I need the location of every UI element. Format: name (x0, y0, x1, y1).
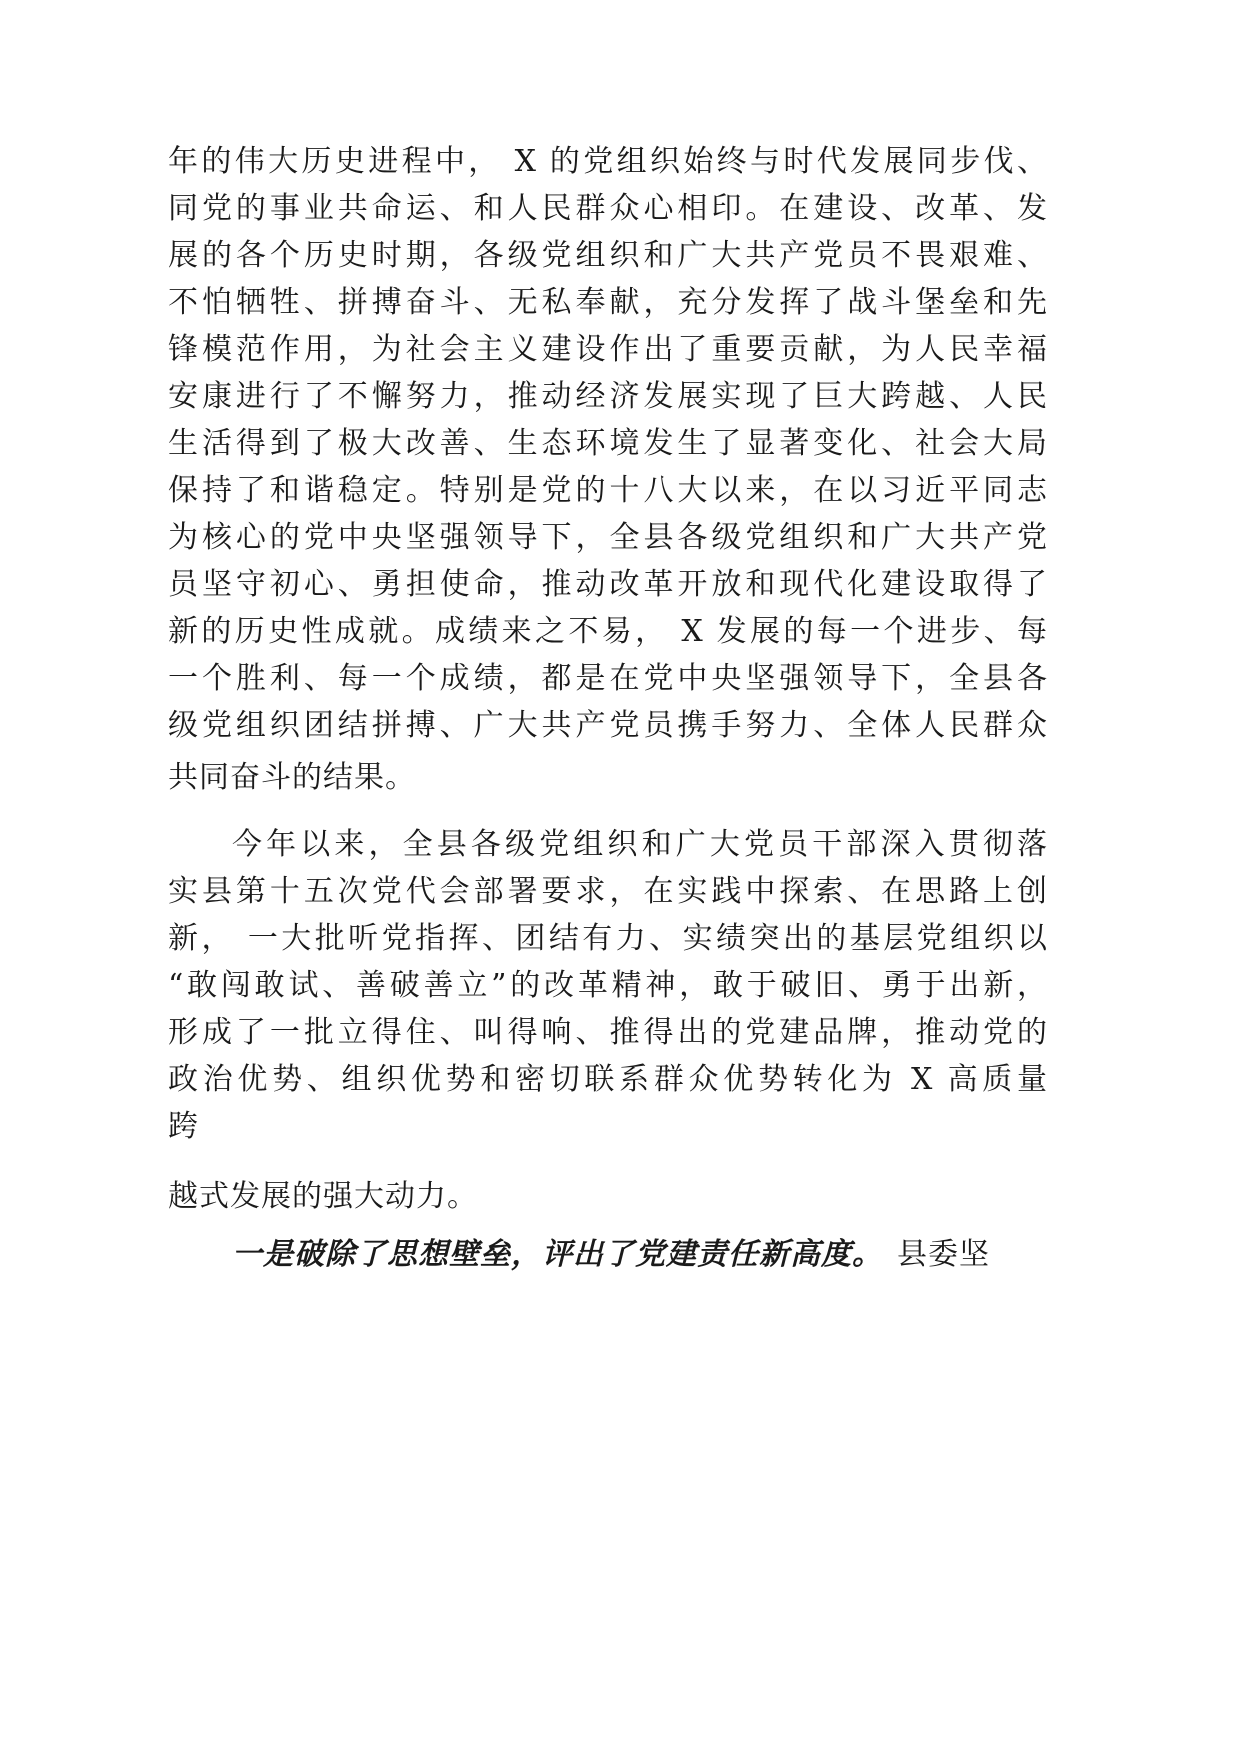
paragraph1-line-6: 安康进行了不懈努力，推动经济发展实现了巨大跨越、人民 (168, 379, 1048, 414)
paragraph1-line-12: 一个胜利、每一个成绩，都是在党中央坚强领导下，全县各 (168, 661, 1048, 696)
paragraph1-line-5: 锋模范作用，为社会主义建设作出了重要贡献，为人民幸福 (168, 332, 1048, 367)
paragraph1-line-1: 年的伟大历史进程中， X 的党组织始终与时代发展同步伐、 (168, 144, 1048, 179)
paragraph2-line-3: 新， 一大批听党指挥、团结有力、实绩突出的基层党组织以 (168, 921, 1048, 956)
paragraph1-line-14: 共同奋斗的结果。 (168, 760, 416, 795)
paragraph1-line-2: 同党的事业共命运、和人民群众心相印。在建设、改革、发 (168, 191, 1048, 226)
paragraph1-line-11: 新的历史性成就。成绩来之不易， X 发展的每一个进步、每 (168, 614, 1048, 649)
paragraph1-line-13: 级党组织团结拼搏、广大共产党员携手努力、全体人民群众 (168, 708, 1048, 743)
section-heading-bold: 一是破除了思想壁垒，评出了党建责任新高度。 (232, 1237, 883, 1272)
paragraph2-line-7: 跨 (168, 1109, 199, 1144)
paragraph1-line-7: 生活得到了极大改善、生态环境发生了显著变化、社会大局 (168, 426, 1048, 461)
paragraph2-line-5: 形成了一批立得住、叫得响、推得出的党建品牌，推动党的 (168, 1015, 1048, 1050)
paragraph2-line-6: 政治优势、组织优势和密切联系群众优势转化为 X 高质量 (168, 1062, 1048, 1097)
paragraph1-line-9: 为核心的党中央坚强领导下，全县各级党组织和广大共产党 (168, 520, 1048, 555)
paragraph2-line-8: 越式发展的强大动力。 (168, 1179, 478, 1214)
paragraph2-line-4: “敢闯敢试、善破善立”的改革精神，敢于破旧、勇于出新， (168, 968, 1048, 1003)
section-heading (232, 1233, 1048, 1277)
paragraph2-line-2: 实县第十五次党代会部署要求，在实践中探索、在思路上创 (168, 874, 1048, 909)
paragraph1-line-10: 员坚守初心、勇担使命，推动改革开放和现代化建设取得了 (168, 567, 1048, 602)
paragraph1-line-8: 保持了和谐稳定。特别是党的十八大以来，在以习近平同志 (168, 473, 1048, 508)
section-heading-continuation: 县委坚 (897, 1237, 990, 1272)
paragraph1-line-3: 展的各个历史时期，各级党组织和广大共产党员不畏艰难、 (168, 238, 1048, 273)
paragraph1-line-4: 不怕牺牲、拼搏奋斗、无私奉献，充分发挥了战斗堡垒和先 (168, 285, 1048, 320)
paragraph2-line-1: 今年以来，全县各级党组织和广大党员干部深入贯彻落 (232, 827, 1048, 862)
